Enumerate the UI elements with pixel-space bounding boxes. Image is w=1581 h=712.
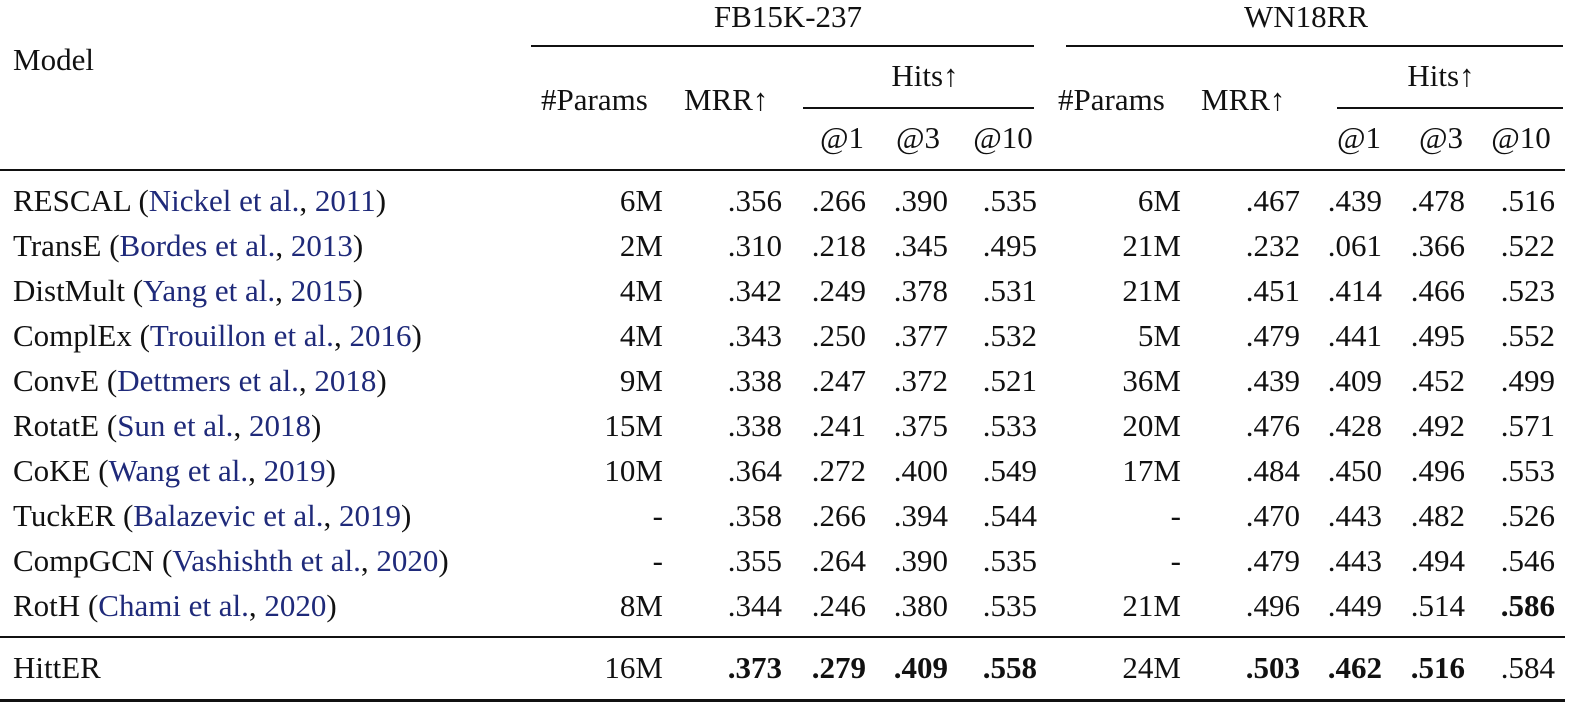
- citation-year-link[interactable]: 2011: [314, 183, 376, 218]
- cell-wn-params: 24M: [1122, 650, 1181, 685]
- citation-link[interactable]: Yang et al.: [143, 273, 276, 308]
- rule-table-bottom: [0, 699, 1565, 702]
- cell-wn-hits1: .443: [1327, 543, 1382, 578]
- header-hits-wn-at1: @1: [1336, 120, 1382, 155]
- cell-fb-hits1: .264: [811, 543, 866, 578]
- model-name: TuckER (Balazevic et al., 2019): [13, 498, 412, 533]
- rule-header-bottom: [0, 169, 1565, 171]
- cell-wn-mrr: .467: [1245, 183, 1300, 218]
- cell-wn-hits3: .495: [1410, 318, 1465, 353]
- header-dataset-fb15k-237: FB15K-237: [713, 0, 863, 34]
- header-hits-fb-at10: @10: [973, 120, 1033, 155]
- cell-fb-params: 6M: [619, 183, 663, 218]
- cell-wn-mrr: .451: [1245, 273, 1300, 308]
- cell-fb-mrr: .356: [727, 183, 782, 218]
- cell-wn-hits1: .443: [1327, 498, 1382, 533]
- cell-wn-mrr: .479: [1245, 318, 1300, 353]
- cell-fb-hits10: .558: [982, 650, 1037, 685]
- model-name: ComplEx (Trouillon et al., 2016): [13, 318, 422, 353]
- citation-link[interactable]: Sun et al.: [117, 408, 234, 443]
- cell-wn-hits3: .452: [1410, 363, 1465, 398]
- cell-fb-hits1: .266: [811, 183, 866, 218]
- cell-wn-hits3: .494: [1410, 543, 1465, 578]
- cell-wn-params: -: [1170, 498, 1181, 533]
- cell-wn-hits1: .414: [1327, 273, 1382, 308]
- table-row: [0, 273, 1581, 318]
- cell-wn-hits10: .571: [1500, 408, 1555, 443]
- cell-fb-params: 15M: [604, 408, 663, 443]
- rule-before-ours: [0, 636, 1565, 638]
- cell-fb-mrr: .338: [727, 408, 782, 443]
- header-hits-wn: Hits↑: [1407, 58, 1475, 93]
- cell-fb-hits10: .495: [982, 228, 1037, 263]
- cell-fb-params: -: [652, 543, 663, 578]
- citation-year-link[interactable]: 2013: [290, 228, 353, 263]
- cell-wn-hits1: .449: [1327, 588, 1382, 623]
- header-hits-fb: Hits↑: [891, 58, 959, 93]
- cell-fb-hits1: .218: [811, 228, 866, 263]
- rule-wn18rr: [1066, 45, 1563, 47]
- cell-wn-params: 6M: [1137, 183, 1181, 218]
- cell-fb-hits1: .247: [811, 363, 866, 398]
- table-row: [0, 183, 1581, 228]
- cell-wn-hits1: .409: [1327, 363, 1382, 398]
- cell-fb-mrr: .344: [727, 588, 782, 623]
- citation-link[interactable]: Vashishth et al.: [172, 543, 361, 578]
- header-mrr-wn: MRR↑: [1201, 82, 1286, 117]
- citation-link[interactable]: Balazevic et al.: [133, 498, 324, 533]
- model-label: CoKE: [13, 453, 91, 488]
- cell-wn-mrr: .496: [1245, 588, 1300, 623]
- citation-year-link[interactable]: 2020: [376, 543, 439, 578]
- cell-fb-hits10: .549: [982, 453, 1037, 488]
- cell-fb-hits3: .394: [893, 498, 948, 533]
- model-name: RESCAL (Nickel et al., 2011): [13, 183, 387, 218]
- cell-wn-params: 21M: [1122, 273, 1181, 308]
- table-row: [0, 453, 1581, 498]
- model-label: RESCAL: [13, 183, 131, 218]
- cell-wn-params: 17M: [1122, 453, 1181, 488]
- cell-fb-params: 2M: [619, 228, 663, 263]
- cell-fb-mrr: .373: [727, 650, 782, 685]
- cell-wn-hits1: .462: [1327, 650, 1382, 685]
- cell-fb-params: 8M: [619, 588, 663, 623]
- model-label: CompGCN: [13, 543, 155, 578]
- header-mrr-fb: MRR↑: [684, 82, 769, 117]
- model-name: RotH (Chami et al., 2020): [13, 588, 337, 623]
- model-name: ConvE (Dettmers et al., 2018): [13, 363, 387, 398]
- table-row-ours: [0, 650, 1581, 695]
- cell-fb-params: 4M: [619, 318, 663, 353]
- cell-wn-params: 20M: [1122, 408, 1181, 443]
- cell-wn-mrr: .503: [1245, 650, 1300, 685]
- model-name: DistMult (Yang et al., 2015): [13, 273, 363, 308]
- cell-fb-params: 4M: [619, 273, 663, 308]
- cell-fb-hits3: .372: [893, 363, 948, 398]
- table-row: [0, 363, 1581, 408]
- cell-fb-hits3: .409: [893, 650, 948, 685]
- cell-fb-mrr: .338: [727, 363, 782, 398]
- cell-fb-hits10: .535: [982, 183, 1037, 218]
- citation-link[interactable]: Chami et al.: [98, 588, 249, 623]
- cell-fb-params: 16M: [604, 650, 663, 685]
- cell-wn-hits1: .428: [1327, 408, 1382, 443]
- header-hits-wn-at3: @3: [1418, 120, 1464, 155]
- table-row: [0, 408, 1581, 453]
- cell-wn-hits3: .514: [1410, 588, 1465, 623]
- table-row: [0, 228, 1581, 273]
- cell-fb-hits1: .266: [811, 498, 866, 533]
- citation-link[interactable]: Dettmers et al.: [117, 363, 299, 398]
- cell-fb-mrr: .343: [727, 318, 782, 353]
- model-label: ComplEx: [13, 318, 132, 353]
- citation-year-link[interactable]: 2019: [263, 453, 326, 488]
- cell-fb-hits1: .272: [811, 453, 866, 488]
- cell-wn-hits10: .546: [1500, 543, 1555, 578]
- cell-wn-params: 36M: [1122, 363, 1181, 398]
- citation-link[interactable]: Trouillon et al.: [149, 318, 334, 353]
- cell-wn-hits10: .522: [1500, 228, 1555, 263]
- cell-fb-mrr: .310: [727, 228, 782, 263]
- cell-fb-hits3: .378: [893, 273, 948, 308]
- cell-wn-hits1: .061: [1327, 228, 1382, 263]
- cell-wn-hits10: .584: [1500, 650, 1555, 685]
- table-row: [0, 588, 1581, 633]
- cell-wn-hits3: .482: [1410, 498, 1465, 533]
- cell-wn-mrr: .479: [1245, 543, 1300, 578]
- header-params-wn: #Params: [1058, 82, 1165, 117]
- cell-wn-hits3: .516: [1410, 650, 1465, 685]
- cell-fb-hits10: .544: [982, 498, 1037, 533]
- cell-wn-hits3: .478: [1410, 183, 1465, 218]
- cell-fb-mrr: .358: [727, 498, 782, 533]
- cell-wn-hits10: .552: [1500, 318, 1555, 353]
- rule-hits-wn: [1337, 107, 1563, 109]
- header-dataset-wn18rr: WN18RR: [1244, 0, 1368, 34]
- table-row: [0, 318, 1581, 363]
- model-label: TransE: [13, 228, 102, 263]
- model-name: RotatE (Sun et al., 2018): [13, 408, 322, 443]
- cell-fb-params: -: [652, 498, 663, 533]
- cell-fb-hits1: .241: [811, 408, 866, 443]
- citation-link[interactable]: Wang et al.: [108, 453, 249, 488]
- cell-fb-hits3: .345: [893, 228, 948, 263]
- cell-wn-hits10: .523: [1500, 273, 1555, 308]
- cell-wn-mrr: .476: [1245, 408, 1300, 443]
- rule-hits-fb: [803, 107, 1034, 109]
- cell-wn-hits1: .439: [1327, 183, 1382, 218]
- model-label: RotH: [13, 588, 81, 623]
- table-row: [0, 498, 1581, 543]
- cell-wn-hits1: .441: [1327, 318, 1382, 353]
- cell-fb-hits1: .279: [811, 650, 866, 685]
- cell-wn-hits1: .450: [1327, 453, 1382, 488]
- model-label: ConvE: [13, 363, 100, 398]
- cell-fb-hits10: .531: [982, 273, 1037, 308]
- cell-wn-params: 21M: [1122, 228, 1181, 263]
- cell-wn-hits3: .496: [1410, 453, 1465, 488]
- header-params-fb: #Params: [541, 82, 648, 117]
- header-model: Model: [13, 42, 94, 77]
- cell-fb-hits3: .375: [893, 408, 948, 443]
- cell-fb-params: 10M: [604, 453, 663, 488]
- citation-link[interactable]: Nickel et al.: [148, 183, 300, 218]
- model-label: DistMult: [13, 273, 125, 308]
- model-label: TuckER: [13, 498, 116, 533]
- cell-fb-hits3: .377: [893, 318, 948, 353]
- cell-fb-params: 9M: [619, 363, 663, 398]
- cell-fb-hits3: .380: [893, 588, 948, 623]
- cell-fb-mrr: .342: [727, 273, 782, 308]
- header-hits-wn-at10: @10: [1491, 120, 1551, 155]
- cell-wn-params: 5M: [1137, 318, 1181, 353]
- cell-wn-hits10: .516: [1500, 183, 1555, 218]
- model-name: HittER: [13, 650, 101, 685]
- cell-wn-mrr: .484: [1245, 453, 1300, 488]
- cell-wn-hits3: .366: [1410, 228, 1465, 263]
- cell-fb-mrr: .355: [727, 543, 782, 578]
- table-row: [0, 543, 1581, 588]
- citation-year-link[interactable]: 2020: [264, 588, 327, 623]
- cell-fb-hits10: .535: [982, 588, 1037, 623]
- cell-fb-hits10: .521: [982, 363, 1037, 398]
- cell-wn-hits10: .553: [1500, 453, 1555, 488]
- header-hits-fb-at1: @1: [819, 120, 865, 155]
- cell-wn-mrr: .439: [1245, 363, 1300, 398]
- cell-fb-hits10: .535: [982, 543, 1037, 578]
- citation-link[interactable]: Bordes et al.: [119, 228, 276, 263]
- cell-wn-hits10: .586: [1500, 588, 1555, 623]
- cell-wn-hits3: .466: [1410, 273, 1465, 308]
- cell-fb-hits3: .390: [893, 543, 948, 578]
- cell-fb-mrr: .364: [727, 453, 782, 488]
- cell-fb-hits1: .246: [811, 588, 866, 623]
- cell-fb-hits10: .533: [982, 408, 1037, 443]
- cell-wn-params: -: [1170, 543, 1181, 578]
- citation-year-link[interactable]: 2018: [248, 408, 311, 443]
- model-name: CoKE (Wang et al., 2019): [13, 453, 336, 488]
- header-hits-fb-at3: @3: [895, 120, 941, 155]
- cell-fb-hits3: .390: [893, 183, 948, 218]
- citation-year-link[interactable]: 2015: [290, 273, 353, 308]
- rule-fb15k-237: [531, 45, 1034, 47]
- cell-wn-params: 21M: [1122, 588, 1181, 623]
- cell-fb-hits3: .400: [893, 453, 948, 488]
- citation-year-link[interactable]: 2016: [349, 318, 412, 353]
- cell-wn-mrr: .232: [1245, 228, 1300, 263]
- cell-fb-hits1: .250: [811, 318, 866, 353]
- cell-wn-hits10: .499: [1500, 363, 1555, 398]
- model-name: TransE (Bordes et al., 2013): [13, 228, 364, 263]
- cell-wn-hits10: .526: [1500, 498, 1555, 533]
- cell-wn-mrr: .470: [1245, 498, 1300, 533]
- cell-fb-hits10: .532: [982, 318, 1037, 353]
- cell-wn-hits3: .492: [1410, 408, 1465, 443]
- model-name: CompGCN (Vashishth et al., 2020): [13, 543, 449, 578]
- model-label: RotatE: [13, 408, 100, 443]
- citation-year-link[interactable]: 2019: [339, 498, 401, 533]
- cell-fb-hits1: .249: [811, 273, 866, 308]
- citation-year-link[interactable]: 2018: [314, 363, 377, 398]
